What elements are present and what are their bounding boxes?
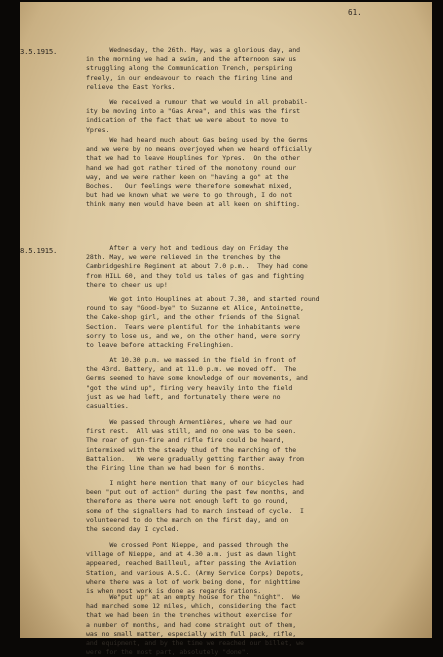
text-line: the 43rd. Battery, and at 11.0 p.m. we moved off. The (86, 365, 297, 374)
text-line: relieve the East Yorks. (86, 82, 176, 91)
text-line: first rest. All was still, and no one was to be seen. (86, 427, 297, 436)
text-line: struggling along the Communication Trench, perspiring (86, 64, 293, 73)
page-number: 61. (348, 8, 362, 17)
text-line: At 10.30 p.m. we massed in the field in front of (86, 356, 297, 364)
paragraph (86, 136, 426, 210)
text-line: in the morning we had a swim, and the afternoon saw us (86, 55, 297, 64)
text-line: where there was a lot of work being done, for nighttime (86, 577, 301, 586)
text-line: that we had to leave Houplines for Ypres. On the other (86, 154, 301, 163)
text-line: to leave before attacking Frelinghien. (86, 340, 234, 349)
text-line: casualties. (86, 401, 129, 410)
text-line: I might here mention that many of our bicycles had (86, 479, 304, 487)
text-line: the Firing line than we had been for 6 months. (86, 463, 266, 472)
text-line: hand we had got rather tired of the monotony round our (86, 163, 297, 172)
text-line: sorry to lose us, and we, on the other hand, were sorry (86, 331, 301, 340)
text-line: but had we known what we were to go through, I do not (86, 191, 293, 200)
text-line: is when most work is done as regards rations. (86, 586, 262, 595)
paragraph (86, 418, 426, 473)
text-line: Station, and various A.S.C. (Army Service Corps) Depots, (86, 568, 304, 577)
paragraph (86, 244, 426, 290)
paragraph (86, 479, 426, 534)
margin-date-1: 3.5.1915. (20, 47, 58, 56)
text-line: "got the wind up", firing very heavily into the field (86, 383, 293, 392)
margin-date-2: 8.5.1915. (20, 246, 58, 255)
text-line: 28th. May, we were relieved in the trenches by the (86, 253, 281, 262)
text-line: and equipment, and by the time we reached our billet, we (86, 638, 304, 647)
text-line: think many men would have been at all keen on shifting. (86, 200, 301, 209)
text-line: Germs seemed to have some knowledge of our movements, and (86, 374, 308, 383)
text-line: ity be moving into a "Gas Area", and this was the first (86, 107, 301, 116)
text-line: from HILL 60, and they told us tales of gas and fighting (86, 271, 304, 280)
text-line: After a very hot and tedious day on Friday the (86, 244, 289, 252)
text-line: indication of the fact that we were about to move to (86, 116, 289, 125)
text-line: were for the most part, absolutely "done". (86, 648, 250, 657)
paragraph (86, 98, 426, 135)
text-line: appeared, reached Bailleul, after passing the Aviation (86, 559, 297, 568)
text-line: We passed through Armentières, where we had our (86, 418, 293, 426)
text-line: there to cheer us up! (86, 280, 168, 289)
text-line: The roar of gun-fire and rifle fire could be heard, (86, 436, 285, 445)
text-line: been "put out of action" during the past few months, and (86, 488, 304, 497)
text-line: intermixed with the steady thud of the marching of the (86, 445, 297, 454)
text-line: the second day I cycled. (86, 524, 180, 533)
text-line: round to say "Good-bye" to Suzanne et Alice, Antoinette, (86, 304, 304, 313)
text-line: Ypres. (86, 125, 110, 134)
text-line: Wednesday, the 26th. May, was a glorious day, and (86, 46, 301, 54)
text-line: We got into Houplines at about 7.30, and started round (86, 295, 320, 303)
text-line: had marched some 12 miles, which, considering the fact (86, 602, 297, 611)
text-line: way, and we were rather keen on "having a go" at the (86, 172, 289, 181)
paragraph (86, 295, 426, 350)
text-line: Section. Tears were plentiful for the inhabitants were (86, 322, 301, 331)
text-line: volunteered to do the march on the first day, and on (86, 515, 289, 524)
paragraph (86, 593, 426, 657)
text-line: We"put up" at an empty house for the "night". We (86, 593, 301, 601)
text-line: We had heard much about Gas being used by the Germs (86, 136, 308, 144)
text-line: We received a rumour that we would in all probabil- (86, 98, 308, 106)
text-line: village of Nieppe, and at 4.30 a.m. just as dawn light (86, 550, 297, 559)
text-line: that we had been in the trenches without exercise for (86, 611, 293, 620)
paragraph (86, 541, 426, 596)
text-line: freely, in our endeavour to reach the firing line and (86, 73, 293, 82)
text-line: some of the signallers had to march instead of cycle. I (86, 506, 304, 515)
text-line: therefore as there were not enough left to go round, (86, 497, 289, 506)
text-line: and we were by no means overjoyed when we heard officially (86, 145, 312, 154)
text-line: a number of months, and had come straight out of them, (86, 620, 297, 629)
paragraph (86, 356, 426, 411)
text-line: Cambridgeshire Regiment at about 7.0 p.m.. They had come (86, 262, 308, 271)
text-line: We crossed Pont Nieppe, and passed through the (86, 541, 289, 549)
diary-page (20, 2, 432, 657)
text-line: the Cake-shop girl, and the other friends of the Signal (86, 313, 301, 322)
text-line: Battalion. We were gradually getting farther away from (86, 454, 304, 463)
paragraph (86, 46, 426, 92)
text-line: was no small matter, especially with full pack, rifle, (86, 629, 297, 638)
text-line: just as we had left, and fortunately there were no (86, 392, 281, 401)
text-line: Boches. Our feelings were therefore somewhat mixed, (86, 181, 293, 190)
